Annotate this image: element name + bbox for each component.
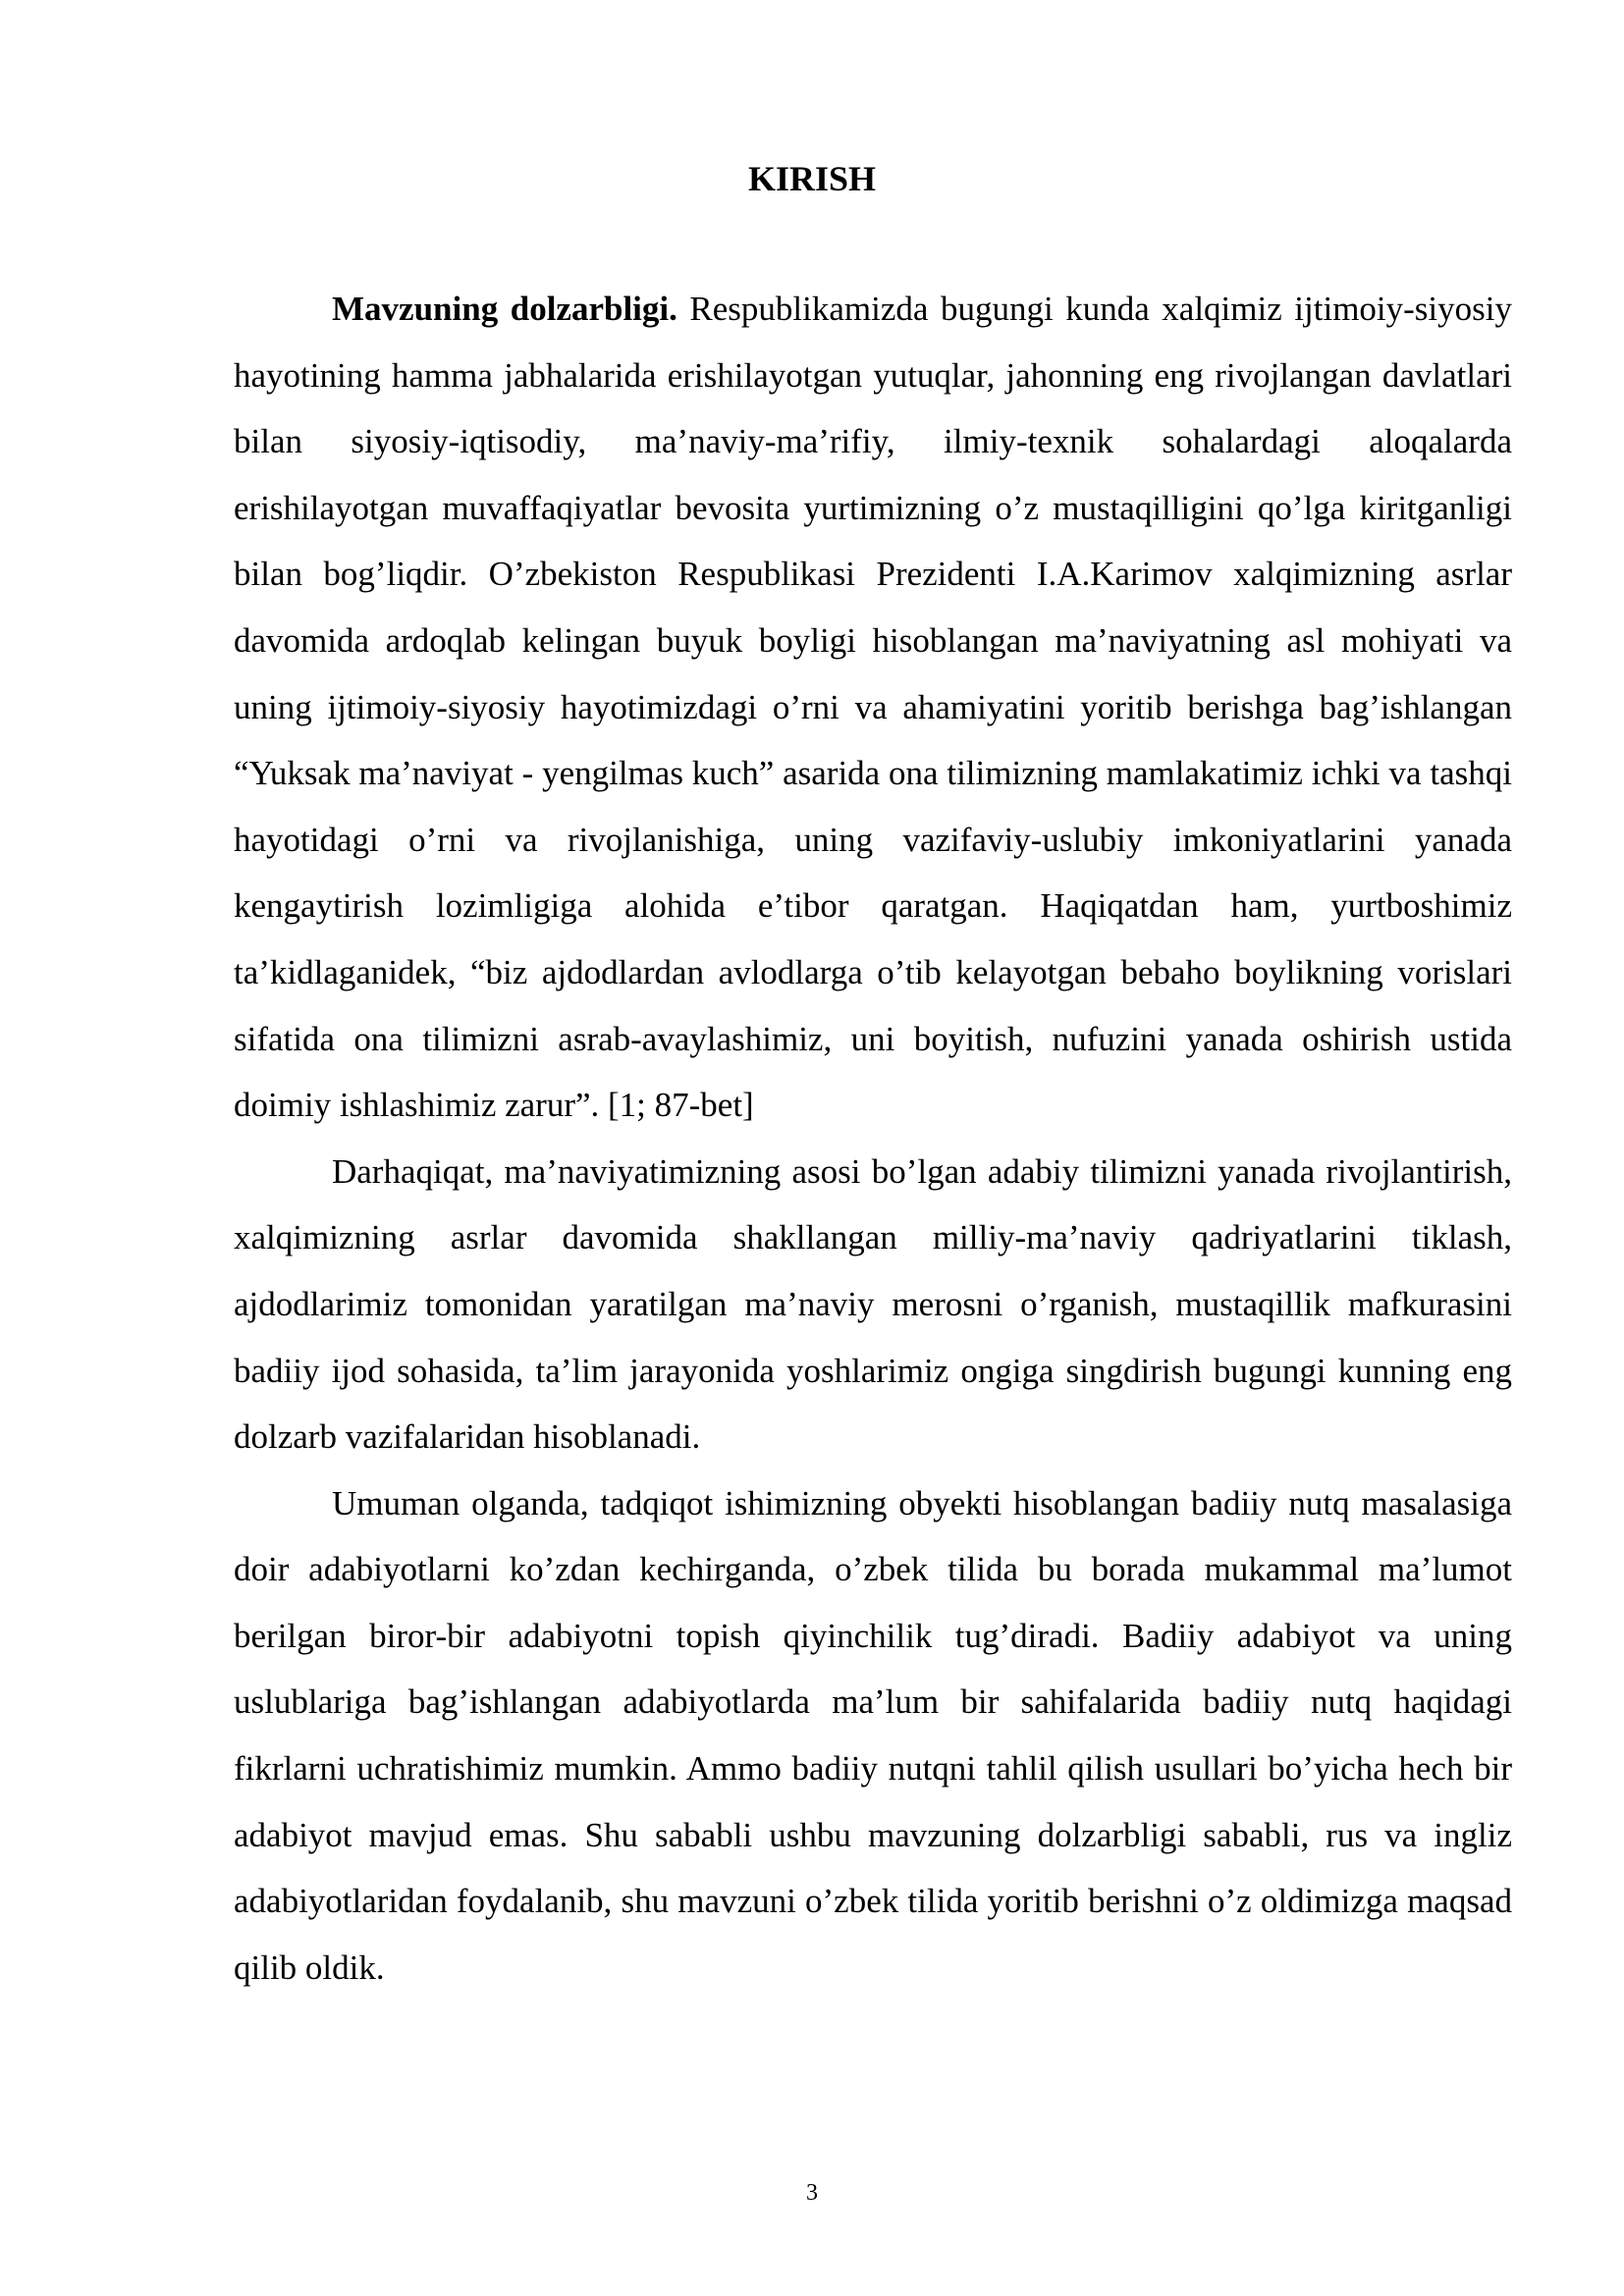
paragraph-relevance xyxy=(234,276,1512,1139)
paragraph-text: Darhaqiqat, ma’naviyatimizning asosi bo’lgan adabiy tilimizni yanada rivojlantirish, xalqimizning asrlar davomida shakllangan milliy-ma’naviy qadriyatlarini tiklash, ajdodlarimiz tomonidan yaratilgan ma’naviy merosni o’rganish, mustaqillik mafkurasini badiiy ijod sohasida, ta’lim jarayonida yoshlarimiz ongiga singdirish bugungi kunning eng dolzarb vazifalaridan hisoblanadi. xyxy=(234,1151,1512,1457)
page-title: KIRISH xyxy=(747,159,877,198)
paragraph-umuman xyxy=(234,1470,1512,2002)
paragraph-lead: Mavzuning dolzarbligi. xyxy=(332,290,677,328)
page-number: 3 xyxy=(806,2180,818,2206)
paragraph-text: Umuman olganda, tadqiqot ishimizning obyekti hisoblangan badiiy nutq masalasiga doir adabiyotlarni ko’zdan kechirganda, o’zbek tilida bu borada mukammal ma’lumot berilgan biror-bir adabiyotni topish qiyinchilik tug’diradi. Badiiy adabiyot va uning uslublariga bag’ishlangan adabiyotlarda ma’lum bir sahifalarida badiiy nutq haqidagi fikrlarni uchratishimiz mumkin. Ammo badiiy nutqni tahlil qilish usullari bo’yicha hech bir adabiyot mavjud emas. Shu sababli ushbu mavzuning dolzarbligi sababli, rus va ingliz adabiyotlaridan foydalanib, shu mavzuni o’zbek tilida yoritib berishni o’z oldimizga maqsad qilib oldik. xyxy=(234,1483,1512,1987)
paragraph-darhaqiqat xyxy=(234,1139,1512,1470)
body-text xyxy=(234,276,1512,2001)
paragraph-text: Respublikamizda bugungi kunda xalqimiz ijtimoiy-siyosiy hayotining hamma jabhalarida erishilayotgan yutuqlar, jahonning eng rivojlangan davlatlari bilan siyosiy-iqtisodiy, ma’naviy-ma’rifiy, ilmiy-texnik sohalardagi aloqalarda erishilayotgan muvaffaqiyatlar bevosita yurtimizning o’z mustaqilligini qo’lga kiritganligi bilan bog’liqdir. O’zbekiston Respublikasi Prezidenti I.A.Karimov xalqimizning asrlar davomida ardoqlab kelingan buyuk boyligi hisoblangan ma’naviyatning asl mohiyati va uning ijtimoiy-siyosiy hayotimizdagi o’rni va ahamiyatini yoritib berishga bag’ishlangan “Yuksak ma’naviyat - yengilmas kuch” asarida ona tilimizning mamlakatimiz ichki va tashqi hayotidagi o’rni va rivojlanishiga, uning vazifaviy-uslubiy imkoniyatlarini yanada kengaytirish lozimligiga alohida e’tibor qaratgan. Haqiqatdan ham, yurtboshimiz ta’kidlaganidek, “biz ajdodlardan avlodlarga o’tib kelayotgan bebaho boylikning vorislari sifatida ona tilimizni asrab-avaylashimiz, uni boyitish, nufuzini yanada oshirish ustida doimiy ishlashimiz zarur”. [1; 87-bet] xyxy=(234,290,1512,1125)
